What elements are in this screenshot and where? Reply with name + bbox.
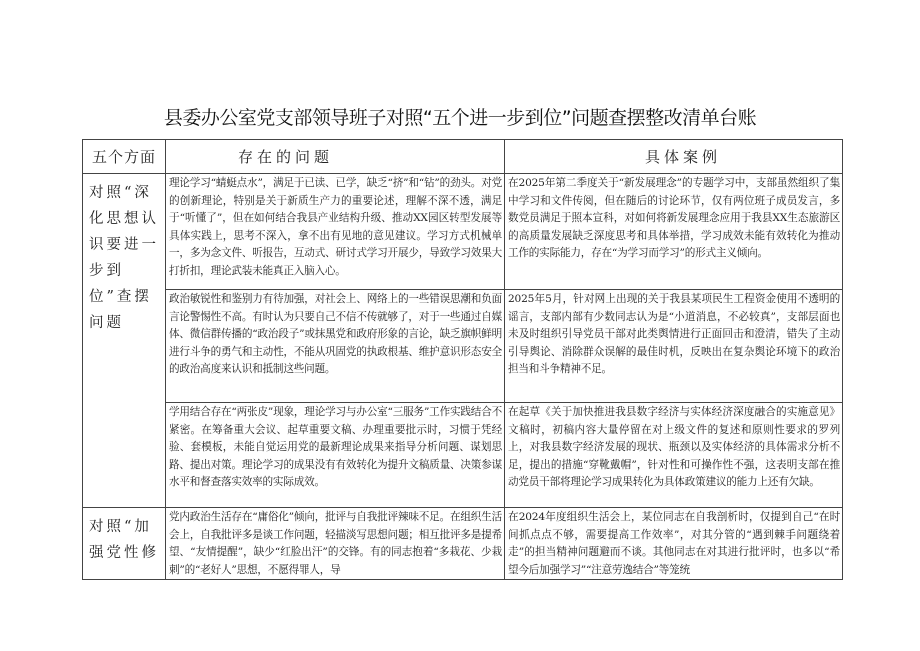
table-row xyxy=(83,403,843,508)
problem-cell: 理论学习“蜻蜓点水”，满足于已读、已学，缺乏“挤”和“钻”的劲头。对党的创新理论，特别是关于新质生产力的重要论述，理解不深不透，满足于“听懂了”，但在如何结合我县产业结构升级、推动XX园区转型发展等具体实践上，思考不深入，拿不出有见地的意见建议。学习方式机械单一，多为念文件、听报告，互动式、研讨式学习开展少，导致学习效果大打折扣，理论武装未能真正入脑入心。 xyxy=(166,174,505,290)
aspect-cell: 对照“深化思想认识要进一步到位”查摆问题 xyxy=(83,174,166,508)
case-cell: 在2024年度组织生活会上，某位同志在自我剖析时，仅提到自己“在时间抓点点不够，需要提高工作效率”，对其分管的“遇到棘手问题绕着走”的担当精神问题避而不谈。其他同志在对其进行批评时，也多以“希望今后加强学习”“注意劳逸结合”等笼统 xyxy=(505,508,843,580)
header-aspects: 五个方面 xyxy=(83,140,166,174)
problem-cell: 政治敏锐性和鉴别力有待加强，对社会上、网络上的一些错误思潮和负面言论警惕性不高。有时认为只要自己不信不传就够了，对于一些通过自媒体、微信群传播的“政治段子”或抹黑党和政府形象的言论，缺乏旗帜鲜明进行斗争的勇气和主动性，不能从巩固党的执政根基、维护意识形态安全的政治高度来认识和抵制这些问题。 xyxy=(166,290,505,403)
case-cell: 在2025年第二季度关于“新发展理念”的专题学习中，支部虽然组织了集中学习和文件传阅，但在随后的讨论环节，仅有两位班子成员发言，多数党员满足于照本宣科，对如何将新发展理念应用于我县XX生态旅游区的高质量发展缺乏深度思考和具体举措，学习成效未能有效转化为推动工作的实际能力，存在“为学习而学习”的形式主义倾向。 xyxy=(505,174,843,290)
table-row xyxy=(83,508,843,580)
case-cell: 在起草《关于加快推进我县数字经济与实体经济深度融合的实施意见》文稿时，初稿内容大量停留在对上级文件的复述和原则性要求的罗列上，对我县数字经济发展的现状、瓶颈以及实体经济的具体需求分析不足，提出的措施“穿靴戴帽”，针对性和可操作性不强，这表明支部在推动党员干部将理论学习成果转化为具体政策建议的能力上还有欠缺。 xyxy=(505,403,843,508)
table-header-row xyxy=(83,140,843,174)
aspect-cell: 对照“加强党性修 xyxy=(83,508,166,580)
page-title: 县委办公室党支部领导班子对照“五个进一步到位”问题查摆整改清单台账 xyxy=(163,107,757,129)
case-cell: 2025年5月，针对网上出现的关于我县某项民生工程资金使用不透明的谣言，支部内部有少数同志认为是“小道消息，不必较真”，支部层面也未及时组织引导党员干部对此类舆情进行正面回击和澄清，错失了主动引导舆论、消除群众误解的最佳时机，反映出在复杂舆论环境下的政治担当和斗争精神不足。 xyxy=(505,290,843,403)
header-problems: 存在的问题 xyxy=(166,140,505,174)
table-row xyxy=(83,174,843,290)
problem-cell: 党内政治生活存在“庸俗化”倾向，批评与自我批评辣味不足。在组织生活会上，自我批评多是谈工作问题，轻描淡写思想问题；相互批评多是提希望、“友情提醒”，缺少“红脸出汗”的交锋。有的同志抱着“多栽花、少栽刺”的“老好人”思想，不愿得罪人，导 xyxy=(166,508,505,580)
problem-cell: 学用结合存在“两张皮”现象，理论学习与办公室“三服务”工作实践结合不紧密。在筹备重大会议、起草重要文稿、办理重要批示时，习惯于凭经验、套模板，未能自觉运用党的最新理论成果来指导分析问题、谋划思路、提出对策。理论学习的成果没有有效转化为提升文稿质量、决策参谋水平和督查落实效率的实际成效。 xyxy=(166,403,505,508)
header-cases: 具体案例 xyxy=(505,140,843,174)
table-row xyxy=(83,290,843,403)
rectification-ledger-table xyxy=(82,139,843,580)
